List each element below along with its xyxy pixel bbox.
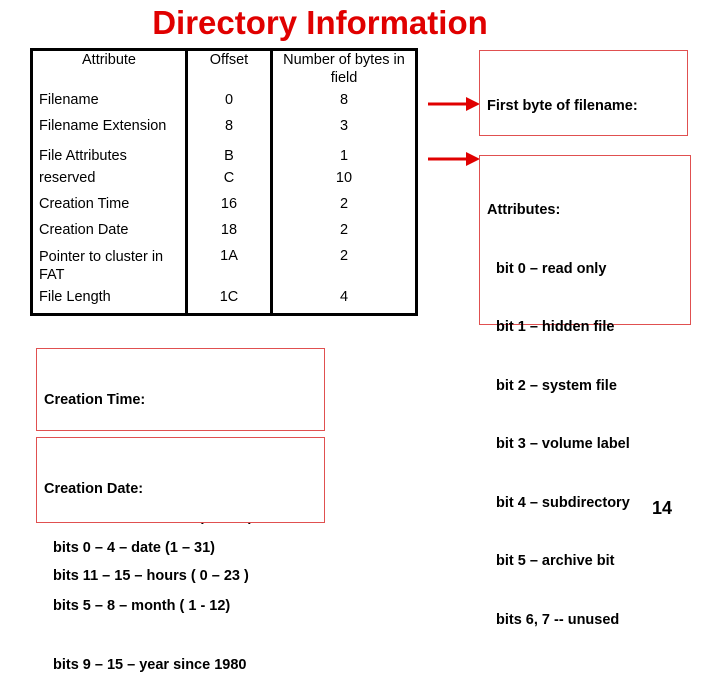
header-bytes: Number of bytes in field [272,50,417,88]
first-byte-heading: First byte of filename: [487,98,638,114]
table-header-row [32,50,417,88]
arrow-attributes-icon [428,149,480,169]
cell-attribute: Creation Date [32,217,187,243]
header-offset: Offset [187,50,272,88]
creation-time-line: bits 11 – 15 – hours ( 0 – 23 ) [53,567,249,584]
attribute-bit-line: bit 2 – system file [496,377,617,394]
cell-bytes: 8 [272,87,417,113]
attribute-bit-line: bit 0 – read only [496,260,607,277]
cell-offset: B [187,139,272,165]
table-row [32,87,417,113]
cell-bytes: 2 [272,217,417,243]
table-row [32,191,417,217]
table-row [32,217,417,243]
creation-time-heading: Creation Time: [44,392,146,408]
cell-offset: 18 [187,217,272,243]
cell-bytes: 3 [272,113,417,139]
creation-date-line: bits 9 – 15 – year since 1980 [53,656,247,673]
cell-offset: 16 [187,191,272,217]
cell-attribute: Pointer to cluster in FAT [32,243,187,288]
attributes-heading: Attributes: [487,202,561,218]
arrow-filename-icon [428,94,480,114]
cell-offset: 1A [187,243,272,288]
cell-offset: 1C [187,288,272,314]
table-row [32,139,417,165]
cell-attribute: Filename [32,87,187,113]
table-row [32,113,417,139]
cell-attribute: File Attributes [32,139,187,165]
directory-table [30,48,418,316]
cell-attribute: reserved [32,165,187,191]
cell-bytes: 1 [272,139,417,165]
first-byte-note [479,50,688,136]
header-attribute: Attribute [32,50,187,88]
cell-bytes: 2 [272,191,417,217]
table-row [32,165,417,191]
cell-attribute: Creation Time [32,191,187,217]
attribute-bit-line: bit 1 – hidden file [496,319,615,335]
creation-date-heading: Creation Date: [44,481,144,497]
page-number: 14 [652,498,673,518]
attribute-bit-line: bits 6, 7 -- unused [496,611,620,628]
cell-offset: 0 [187,87,272,113]
cell-offset: C [187,165,272,191]
table-row [32,243,417,288]
cell-bytes: 10 [272,165,417,191]
slide-title: Directory Information [152,4,488,41]
cell-offset: 8 [187,113,272,139]
creation-date-line: bits 5 – 8 – month ( 1 - 12) [53,598,231,614]
cell-attribute: File Length [32,288,187,314]
cell-attribute: Filename Extension [32,113,187,139]
cell-bytes: 2 [272,243,417,288]
creation-date-line: bits 0 – 4 – date (1 – 31) [53,539,215,556]
table-row [32,288,417,314]
attribute-bit-line: bit 4 – subdirectory [496,494,630,511]
cell-bytes: 4 [272,288,417,314]
attribute-bit-line: bit 5 – archive bit [496,553,615,569]
attribute-bit-line: bit 3 – volume label [496,436,630,452]
